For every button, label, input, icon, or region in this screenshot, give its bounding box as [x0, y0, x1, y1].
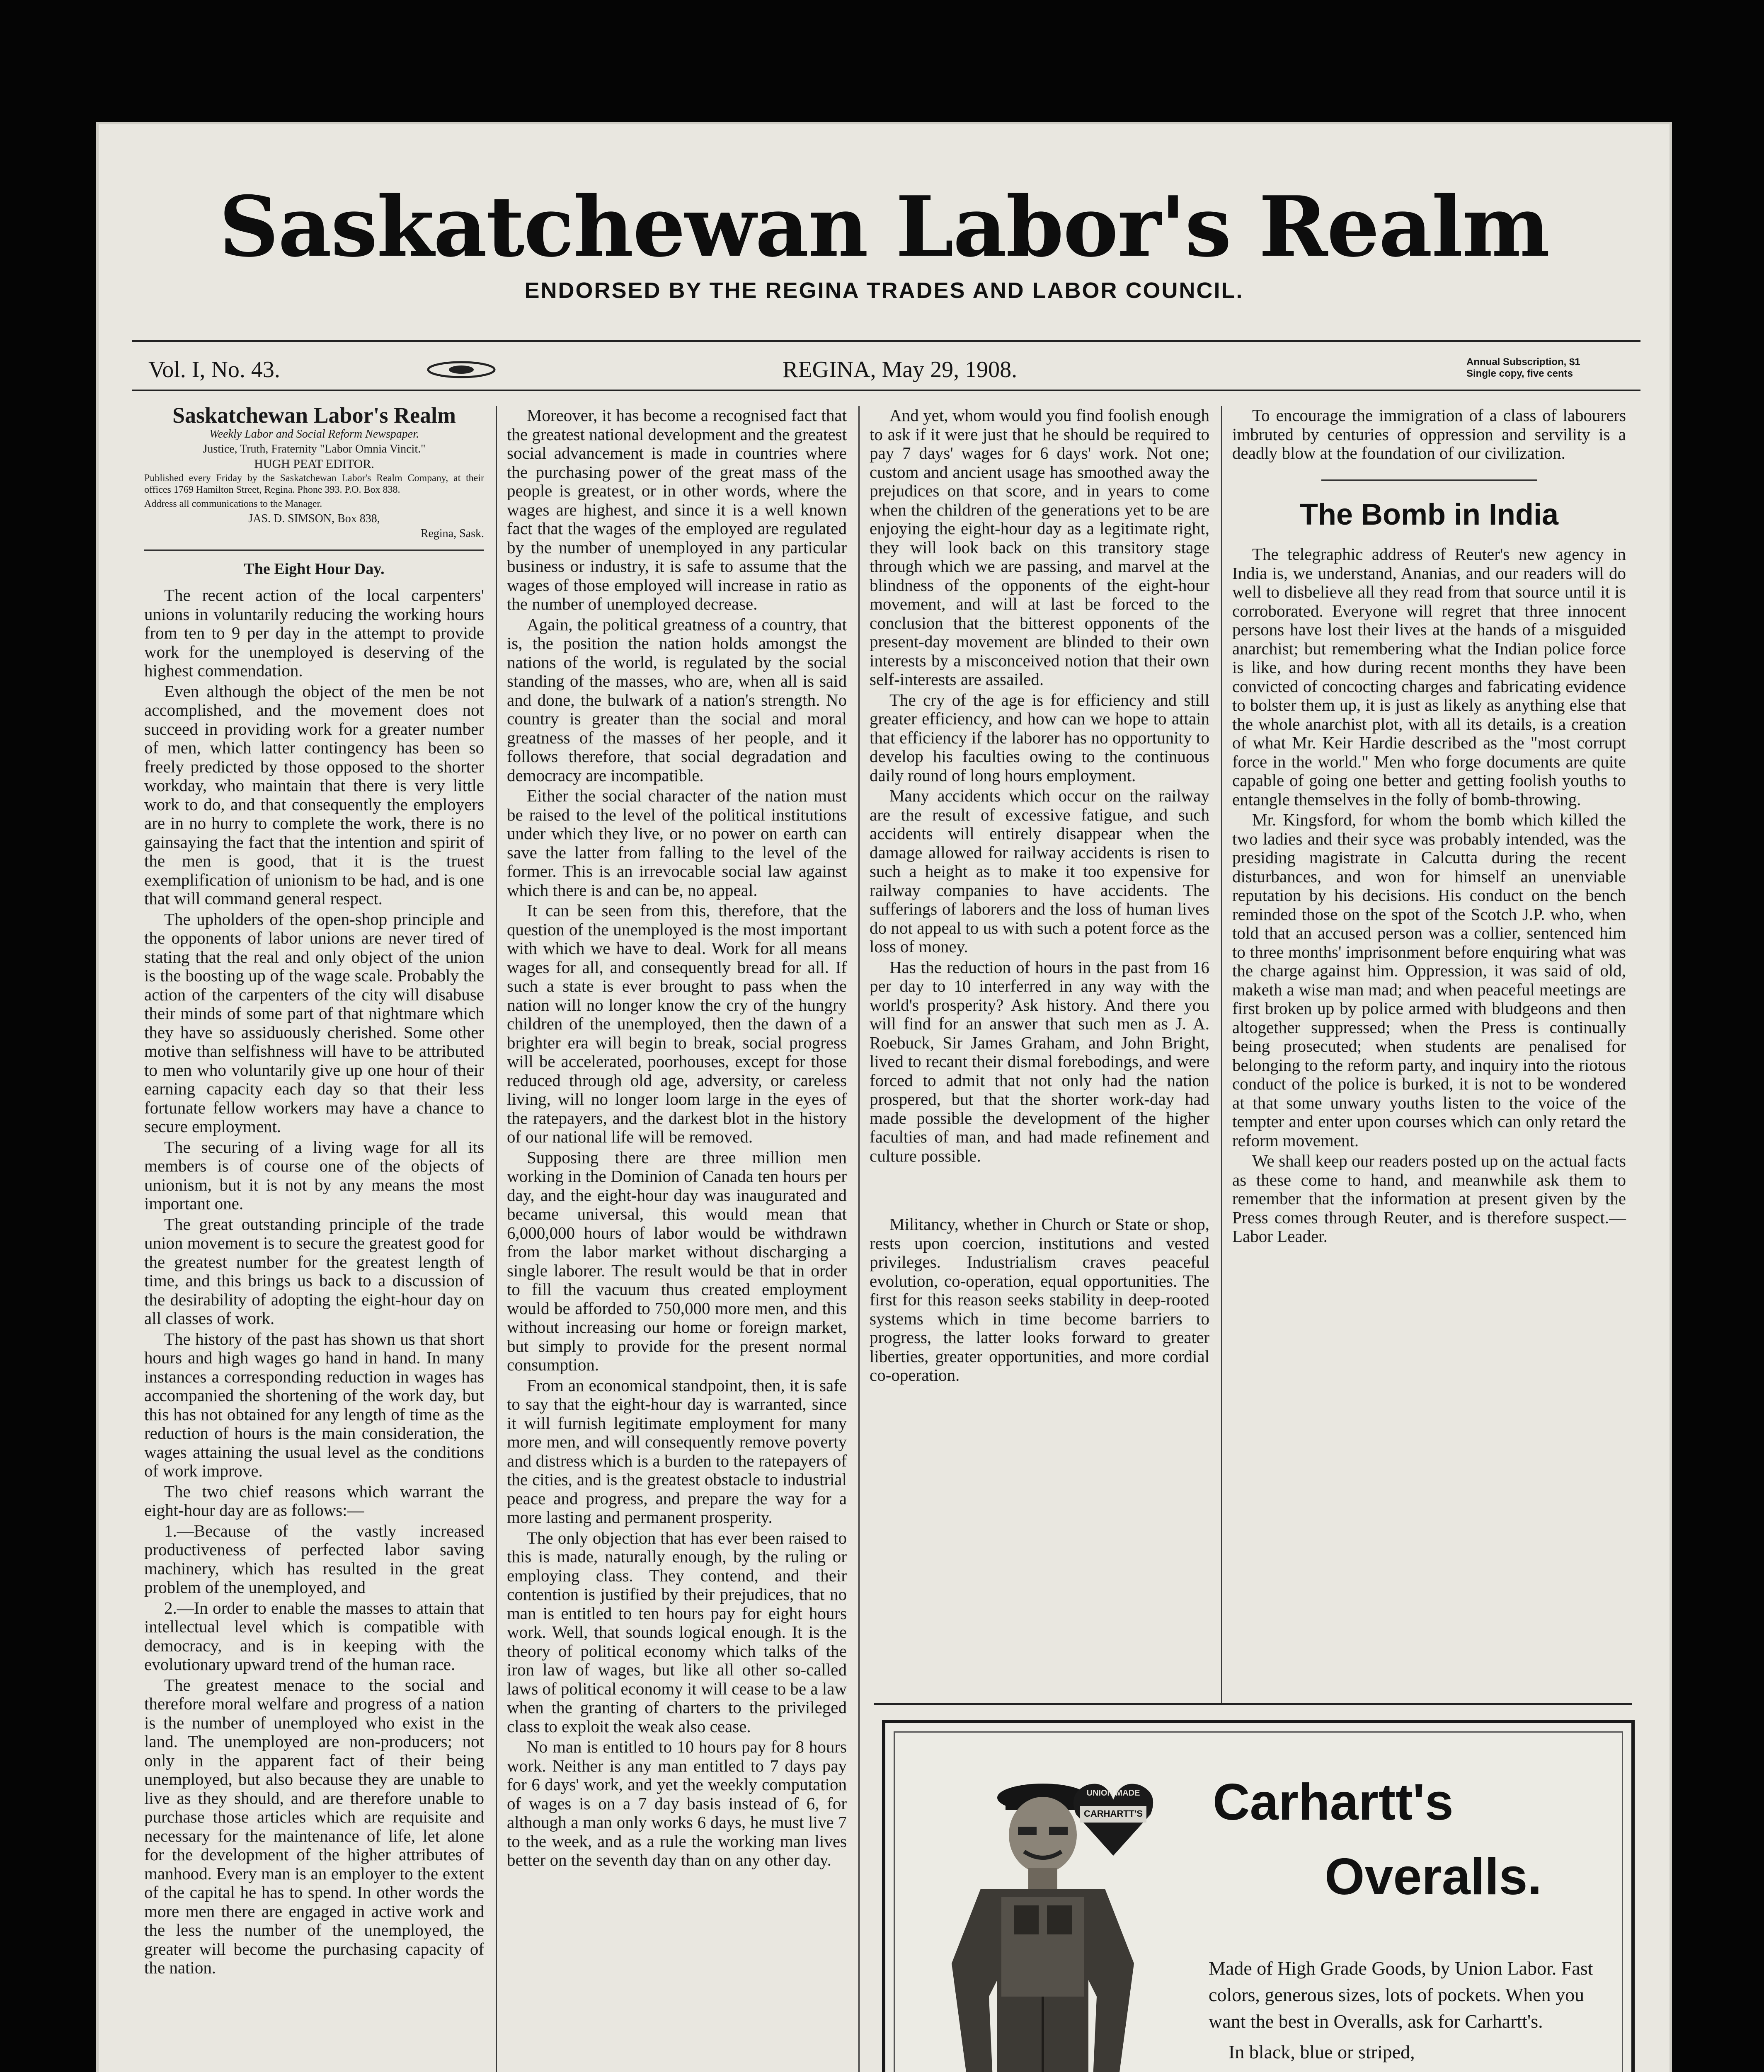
- paragraph: The two chief reasons which warrant the eight-hour day are as follows:—: [144, 1481, 484, 1520]
- paragraph: The great outstanding principle of the trade union movement is to secure the greatest good for the greatest number for the greatest length of time, and this brings us back to a discussion of the desirability of adopting the eight-hour day on all classes of work.: [144, 1214, 484, 1328]
- paragraph: The greatest menace to the social and therefore moral welfare and progress of a nation is the number of unemployed who exist in the land. The unemployed are non-producers; not only in the apparent fact of their being unemployed, but also because they are unable to live as they should, and are therefore unable to purchase those articles which are requisite and necessary for the maintenance of life, let alone for the development of the higher attributes of manhood. Every man is an employer to the extent of the capital he has to spend. In other words the more men there are engaged in active work and the less the number of the unemployed, the greater will become the purchasing capacity of the nation.: [144, 1675, 484, 1977]
- publisher-editor: HUGH PEAT EDITOR.: [254, 457, 374, 471]
- ad-description: Made of High Grade Goods, by Union Labor. Fast colors, generous sizes, lots of pockets. When you want the best in Overalls, ask for Carhartt's.: [1209, 1958, 1593, 2032]
- bomb-heading: The Bomb in India: [1300, 498, 1558, 531]
- publisher-tagline: Weekly Labor and Social Reform Newspaper.: [209, 427, 419, 441]
- ad-title-overalls: Overalls.: [1325, 1848, 1542, 1905]
- paragraph: No man is entitled to 10 hours pay for 8 hours work. Neither is any man entitled to 7 days pay for 6 days' work, and yet the weekly computation of wages is on a 7 day basis instead of 6, for although a man only works 6 days, he must live 7 to the week, and as a rule the working man lives better on the seventh day than on any other day.: [507, 1737, 847, 1869]
- publisher-motto: Justice, Truth, Fraternity "Labor Omnia Vincit.": [203, 442, 426, 455]
- paragraph: And yet, whom would you find foolish enough to ask if it were just that he should be required to pay 7 days' wages for 6 days' work. Not one; custom and ancient usage has smoothed away the prejudices on that score, and in years to come when the children of the generations yet to be are enjoying the eight-hour day as a legitimate right, they will look back on this transitory stage through which we are passing, and marvel at the blindness of the opponents of the eight-hour movement, and will at last be forced to the conclusion that the bitterest opponents of the present-day movement are blinded to their own interests by a misconceived notion that their own self-interests are assailed.: [870, 406, 1209, 689]
- paragraph: Again, the political greatness of a country, that is, the position the nation holds amongst the nations of the world, is regulated by the social standing of the masses, who are, when all is said and done, the bulwark of a nation's strength. No country is greater than the social and moral greatness of the masses of her people, and it follows therefore, that social degradation and democracy are incompatible.: [507, 615, 847, 785]
- dateline-rule: [132, 390, 1640, 391]
- ornament-icon: [426, 361, 497, 379]
- paragraph: Has the reduction of hours in the past from 16 per day to 10 interferred in any way with the world's prosperity? Ask history. And there you will find for an answer that such men as J. A. Roebuck, Sir James Graham, and John Bright, lived to recant their dismal forebodings, and were forced to admit that not only had the nation prospered, but that the shorter work-day had made possible the development of the higher faculties of man, and had made refinement and culture possible.: [870, 957, 1209, 1165]
- paragraph: The upholders of the open-shop principle and the opponents of labor unions are never tired of stating that the real and only object of the union is the boosting up of the wage scale. Probably the action of the carpenters of the city will disabuse their minds of some part of that nightmare which they have so assiduously cherished. Some other motive than selfishness will have to be attributed to men who voluntarily give up one hour of their earning capacity each day so that their less fortunate fellow workers may have a chance to secure employment.: [144, 909, 484, 1136]
- paragraph: Even although the object of the men be not accomplished, and the movement does not succeed in providing work for a greater number of men, which latter contingency has been so freely predicted by those opposed to the shorter workday, who maintain that there is very little work to do, and that consequently the employers are in no hurry to complete the work, there is no gainsaying the fact that the intention and spirit of the men is good, that it is the truest exemplification of unionism to be had, and is one that will command general respect.: [144, 681, 484, 908]
- divider: [1321, 479, 1537, 481]
- publisher-published: Published every Friday by the Saskatchewan Labor's Realm Company, at their offices 1769 Hamilton Street, Regina. Phone 393. P.O. Box 838.: [144, 472, 484, 495]
- ad-top-rule: [874, 1703, 1632, 1705]
- place-date: REGINA, May 29, 1908.: [783, 357, 1018, 382]
- paragraph: We shall keep our readers posted up on the actual facts as these come to hand, and meanwhile ask them to remember that the information at present given by the Press comes through Reuter, and is therefore suspect.—Labor Leader.: [1232, 1151, 1626, 1246]
- ad-body: [1209, 1955, 1598, 2072]
- paragraph: From an economical standpoint, then, it is safe to say that the eight-hour day is warranted, since it will furnish legitimate employment for many more men, and will consequently remove poverty and distress which is a burden to the ratepayers of the cities, and is the greatest obstacle to industrial peace and progress, and prepare the way for a more lasting and permanent prosperity.: [507, 1375, 847, 1527]
- masthead-title: Saskatchewan Labor's Realm: [219, 178, 1549, 276]
- paragraph: The history of the past has shown us that short hours and high wages go hand in hand. In many instances a corresponding reduction in wages has accompanied the shortening of the work day, but this has not obtained for any length of time as the reduction of hours is the main consideration, the wages attaining the usual level as the conditions of work improve.: [144, 1329, 484, 1480]
- subscription-single: Single copy, five cents: [1466, 368, 1573, 379]
- newspaper-page: [99, 124, 1670, 2072]
- endorsement-line: ENDORSED BY THE REGINA TRADES AND LABOR COUNCIL.: [524, 278, 1244, 303]
- paragraph: 1.—Because of the vastly increased productiveness of perfected labor saving machinery, which has resulted in the great problem of the unemployed, and: [144, 1521, 484, 1597]
- publisher-address: Address all communications to the Manager.: [144, 498, 322, 509]
- publisher-box: [144, 403, 484, 551]
- union-made-heart-icon: [1068, 1777, 1159, 1860]
- carhartt-advertisement: [882, 1720, 1635, 2072]
- ad-title-carhartts: Carhartt's: [1213, 1774, 1454, 1831]
- column-rule: [1221, 406, 1222, 1703]
- publisher-manager-city: Regina, Sask.: [420, 527, 484, 540]
- paragraph: The only objection that has ever been raised to this is made, naturally enough, by the ruling or employing class. They contend, and their contention is justified by their prejudices, that no man is entitled to ten hours pay for eight hours work. Well, that sounds logical enough. It is the theory of political economy which talks of the iron law of wages, but like all other so-called laws of political economy it will cease to be a law when the granting of charters to the privileged class to exploit the weak also cease.: [507, 1528, 847, 1736]
- column-rule: [496, 406, 497, 2072]
- paragraph: It can be seen from this, therefore, that the question of the unemployed is the most important with which we have to deal. Work for all means wages for all, and consequently bread for all. If such a state is ever brought to pass when the nation will no longer know the cry of the hungry children of the unemployed, then the dawn of a brighter era will begin to break, social progress will be accelerated, poorhouses, except for those reduced through old age, adversity, or careless living, will no longer loom large in the eyes of the ratepayers, and the darkest blot in the history of our national life will be removed.: [507, 901, 847, 1146]
- paragraph: Moreover, it has become a recognised fact that the greatest national development and the greatest social advancement is made in countries where the purchasing power of the great mass of the people is greatest, or in other words, where the wages are highest, and since it is a well known fact that the wages of the employed are regulated by the number of unemployed in any particular business or industry, it is safe to assume that the wages of those employed will increase in ratio as the number of unemployed decrease.: [507, 406, 847, 613]
- paragraph: The securing of a living wage for all its members is of course one of the objects of unionism, but it is not by any means the most important one.: [144, 1137, 484, 1213]
- column-1: [144, 403, 484, 1979]
- volume-number: Vol. I, No. 43.: [148, 357, 280, 382]
- paragraph: The telegraphic address of Reuter's new agency in India is, we understand, Ananias, and our readers will do well to disbelieve all they read from that source until it is corroborated. Everyone will regret that three innocent persons have lost their lives at the hands of a misguided anarchist; but remembering what the Indian police force is like, and how during recent months they have been convicted of concocting charges and fabricating evidence to bolster them up, it is just as likely as anything else that the whole anarchist plot, with all its details, is a creation of what Mr. Keir Hardie described as the "most corrupt force in the world." Men who forge documents are quite capable of going one better and getting foolish youths to entangle themselves in the folly of bomb-throwing.: [1232, 545, 1626, 809]
- subscription-info: [1466, 356, 1580, 380]
- heart-top-label: UNION MADE: [1086, 1789, 1140, 1798]
- paragraph: Militancy, whether in Church or State or shop, rests upon coercion, institutions and vested privileges. Industrialism craves peaceful evolution, co-operation, equal opportunities. The first for this reason seeks stability in deep-rooted systems which in time become barriers to progress, the latter looks forward to greater liberties, greater opportunities, and more cordial co-operation.: [870, 1215, 1209, 1385]
- masthead-rule: [132, 340, 1640, 342]
- publisher-name: Saskatchewan Labor's Realm: [172, 403, 456, 428]
- heart-label: CARHARTT'S: [1083, 1808, 1143, 1819]
- column-rule: [858, 406, 860, 2072]
- column-4: [1232, 406, 1626, 1248]
- paragraph: The cry of the age is for efficiency and still greater efficiency, and how can we hope to attain that efficiency if the laborer has no opportunity to develop his faculties owing to the continuous daily round of long hours employment.: [870, 690, 1209, 785]
- column-3: [870, 406, 1209, 1387]
- paragraph: To encourage the immigration of a class of labourers imbruted by centuries of oppression and servility is a deadly blow at the foundation of our civilization.: [1232, 406, 1626, 462]
- paragraph: Supposing there are three million men working in the Dominion of Canada ten hours per day, and the eight-hour day was inaugurated and became universal, this would mean that 6,000,000 hours of labor would be withdrawn from the labor market without discharging a single laborer. The result would be that in order to fill the vacuum thus created employment would be afforded to 750,000 more men, and this without increasing our home or foreign market, but simply to provide for the present normal consumption.: [507, 1147, 847, 1374]
- paragraph: Mr. Kingsford, for whom the bomb which killed the two ladies and their syce was probably intended, was the presiding magistrate in Calcutta during the recent disturbances, and won for himself an unenviable reputation by his decisions. His conduct on the bench reminded those on the spot of the Scotch J.P. who, when told that an accused person was a collier, sentenced him to three months' imprisonment before enquiring what was the charge against him. Oppression, it was said of old, maketh a wise man mad; and when peaceful meetings are first broken up by police armed with bludgeons and then altogether suppressed; when the Press is continually being prosecuted; when students are penalised for belonging to the reform party, and inquiry into the riotous conduct of the police is burked, it is not to be wondered at that some unwary youths listen to the voice of the tempter and enter upon courses which can only retard the reform movement.: [1232, 810, 1626, 1150]
- publisher-manager: JAS. D. SIMSON, Box 838,: [248, 512, 380, 525]
- paragraph: Many accidents which occur on the railway are the result of excessive fatigue, and such accidents will entirely disappear when the damage allowed for railway accidents is risen to such a height as to make it too expensive for railway companies to have accidents. The sufferings of laborers and the loss of human lives do not appeal to us with such a potent force as the loss of money.: [870, 786, 1209, 956]
- ad-colors: In black, blue or striped,: [1228, 2041, 1415, 2062]
- paragraph: The recent action of the local carpenters' unions in voluntarily reducing the working hours from ten to 9 per day in the attempt to provide work for the unemployed is deserving of the highest commendation.: [144, 586, 484, 680]
- article-heading: The Eight Hour Day.: [244, 560, 385, 578]
- paragraph: 2.—In order to enable the masses to attain that intellectual level which is compatible with democracy, and is in keeping with the evolutionary upward trend of the human race.: [144, 1598, 484, 1674]
- subscription-annual: Annual Subscription, $1: [1466, 356, 1580, 368]
- paragraph: Either the social character of the nation must be raised to the level of the political institutions under which they live, or no power on earth can save the latter from falling to the level of the former. This is an irrevocable social law against which there is and can be, no appeal.: [507, 786, 847, 900]
- column-2: [507, 406, 847, 1871]
